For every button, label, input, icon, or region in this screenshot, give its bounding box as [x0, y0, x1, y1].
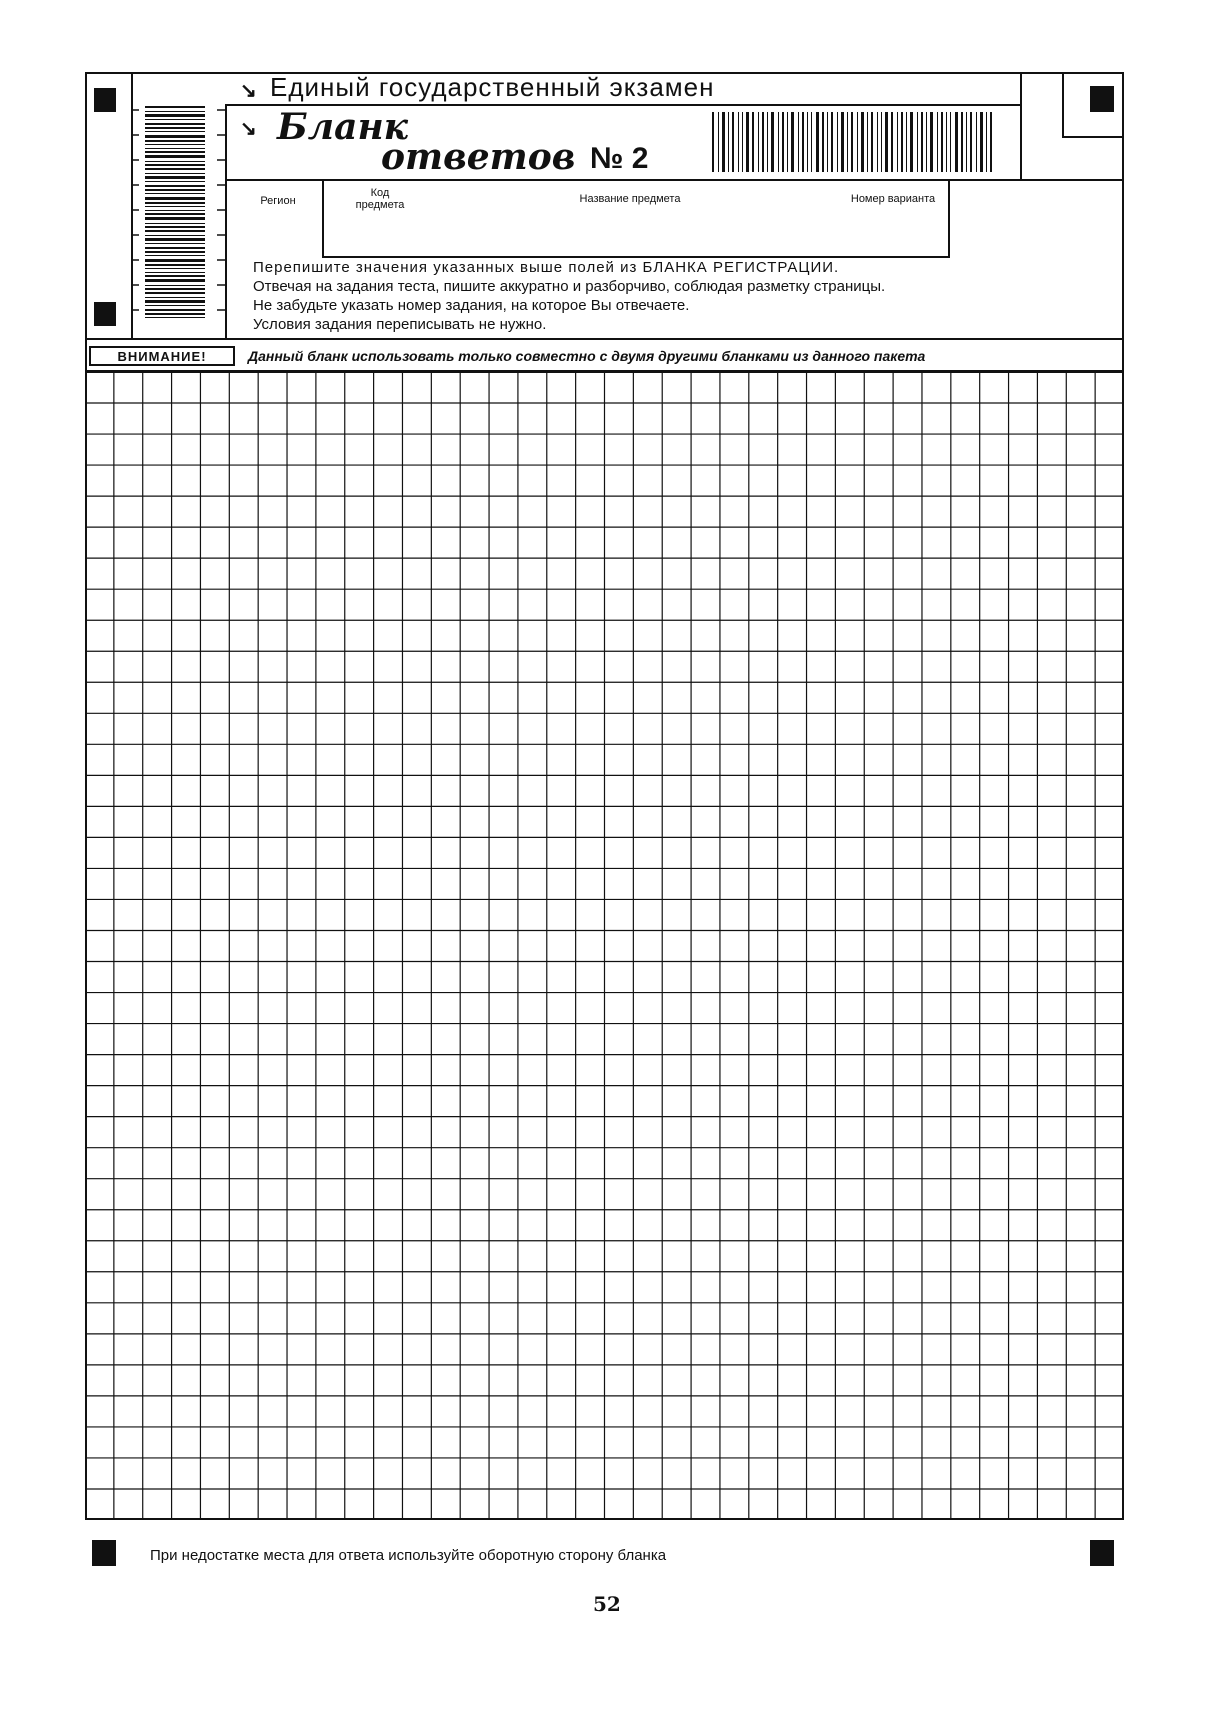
fields-bottom-divider — [322, 256, 950, 258]
header-bottom-divider — [225, 179, 1124, 181]
corner-marker-bottom-left — [92, 1540, 116, 1566]
instruction-line-4: Условия задания переписывать не нужно. — [253, 316, 547, 333]
instructions-bottom-divider — [85, 338, 1124, 340]
answer-grid[interactable] — [85, 372, 1124, 1520]
page-number: 52 — [593, 1592, 621, 1616]
blank-subtitle: ответов — [381, 136, 576, 178]
blank-title: Бланк — [277, 106, 409, 148]
fields-right-divider — [948, 179, 950, 257]
arrow-down-right-icon: ↘ — [240, 118, 257, 140]
horizontal-barcode — [712, 112, 997, 174]
arrow-down-right-icon: ↘ — [240, 80, 257, 102]
attention-text: Данный бланк использовать только совместно с двумя другими бланками из данного пакета — [248, 348, 926, 364]
exam-title: Единый государственный экзамен — [270, 72, 715, 102]
attention-badge: ВНИМАНИЕ! — [89, 346, 235, 366]
subject-code-label: Код предмета — [355, 187, 405, 211]
variant-number-label: Номер варианта — [850, 193, 936, 205]
footer-note: При недостатке места для ответа используйте оборотную сторону бланка — [150, 1547, 667, 1564]
blank-number: № 2 — [590, 142, 649, 175]
instruction-line-1: Перепишите значения указанных выше полей из БЛАНКА РЕГИСТРАЦИИ. — [253, 259, 840, 276]
right-box-notch-h — [1062, 136, 1124, 138]
subject-name-label: Название предмета — [579, 193, 681, 205]
instruction-line-3: Не забудьте указать номер задания, на которое Вы отвечаете. — [253, 297, 690, 314]
right-box-left-line — [1020, 72, 1022, 180]
fields-left-divider — [322, 179, 324, 257]
right-box-notch — [1062, 72, 1064, 138]
region-label: Регион — [260, 195, 296, 207]
vertical-barcode — [145, 106, 209, 322]
instruction-line-2: Отвечая на задания теста, пишите аккуратно и разборчиво, соблюдая разметку страницы. — [253, 278, 886, 295]
corner-marker-bottom-right — [1090, 1540, 1114, 1566]
